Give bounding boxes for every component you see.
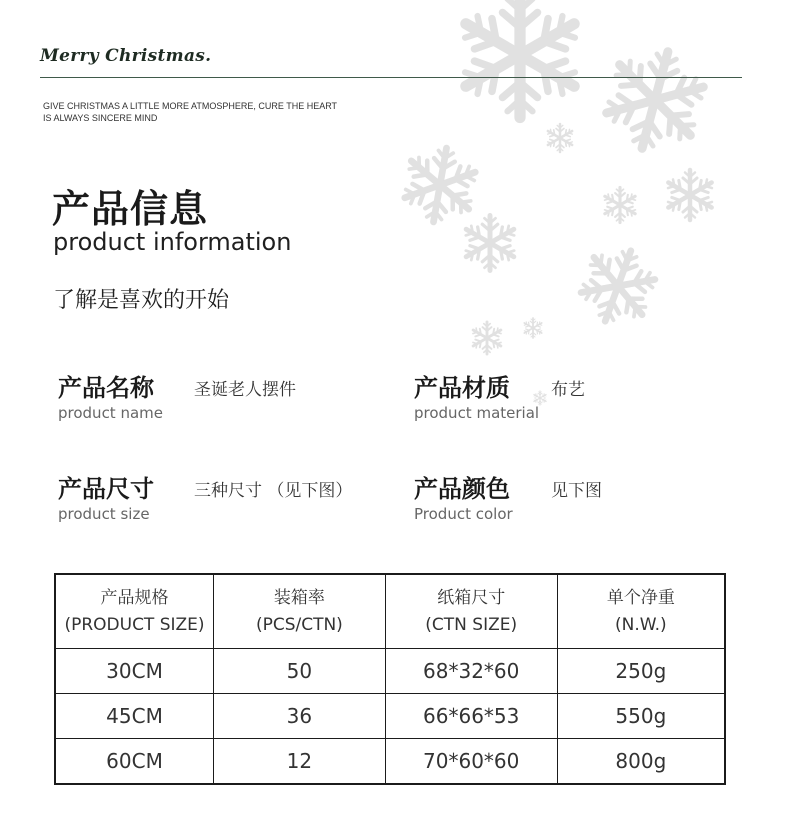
section-title-cn: 产品信息 [52,187,209,231]
cell-weight: 250g [557,649,725,694]
header-cn: 单个净重 [606,587,675,608]
attr-label-en: product material [414,404,540,422]
attr-label-cn: 产品材质 [414,374,510,402]
header-cn: 产品规格 [100,587,169,608]
spec-table [54,573,726,785]
header-en: (PCS/CTN) [255,614,343,635]
cell-pcs: 36 [214,694,386,739]
snowflake-icon [570,238,667,334]
header-ctn-size [385,574,557,649]
snowflake-icon [665,170,715,220]
attr-value: 圣诞老人摆件 [194,380,296,400]
snowflake-icon [523,318,543,338]
header-product-size [55,574,214,649]
section-title-en: product information [53,228,292,256]
cell-ctn-size: 66*66*53 [385,694,557,739]
cell-ctn-size: 68*32*60 [385,649,557,694]
attr-label-cn: 产品名称 [58,374,154,402]
snowflake-icon [471,322,503,354]
header-cn: 装箱率 [273,587,325,608]
snowflake-icon [593,39,716,162]
attr-value: 布艺 [551,380,585,400]
table-row [55,649,725,694]
header-divider [40,77,742,78]
attr-label-cn: 产品尺寸 [58,475,154,503]
table-row [55,739,725,785]
cell-weight: 550g [557,694,725,739]
attr-label-cn: 产品颜色 [414,475,510,503]
header-en: (CTN SIZE) [425,614,518,635]
header-en: (PRODUCT SIZE) [64,614,205,635]
snowflake-icon [533,391,547,405]
cell-pcs: 12 [214,739,386,785]
snowflake-icon [457,0,583,118]
attr-value: 三种尺寸 （见下图） [194,481,353,501]
attr-label-en: product size [58,505,150,523]
header-cn: 纸箱尺寸 [437,587,506,608]
attr-label-en: product name [58,404,163,422]
header-en: (N.W.) [615,614,667,635]
table-header-row [55,574,725,649]
header-tagline: GIVE CHRISTMAS A LITTLE MORE ATMOSPHERE, CURE THE HEART IS ALWAYS SINCERE MIND [43,101,337,123]
cell-ctn-size: 70*60*60 [385,739,557,785]
snowflake-icon [462,216,517,271]
cell-size: 30CM [55,649,214,694]
attr-label-en: Product color [414,505,513,523]
cell-size: 60CM [55,739,214,785]
section-slogan: 了解是喜欢的开始 [53,288,230,313]
header-net-weight [557,574,725,649]
snowflake-icon [602,188,637,223]
cell-weight: 800g [557,739,725,785]
snowflake-icon [546,124,574,152]
table-row [55,694,725,739]
snowflake-icon [396,142,483,229]
cell-size: 45CM [55,694,214,739]
attr-value: 见下图 [551,481,602,501]
header-pcs-ctn [214,574,386,649]
cell-pcs: 50 [214,649,386,694]
merry-christmas-title: Merry Christmas. [40,46,212,66]
